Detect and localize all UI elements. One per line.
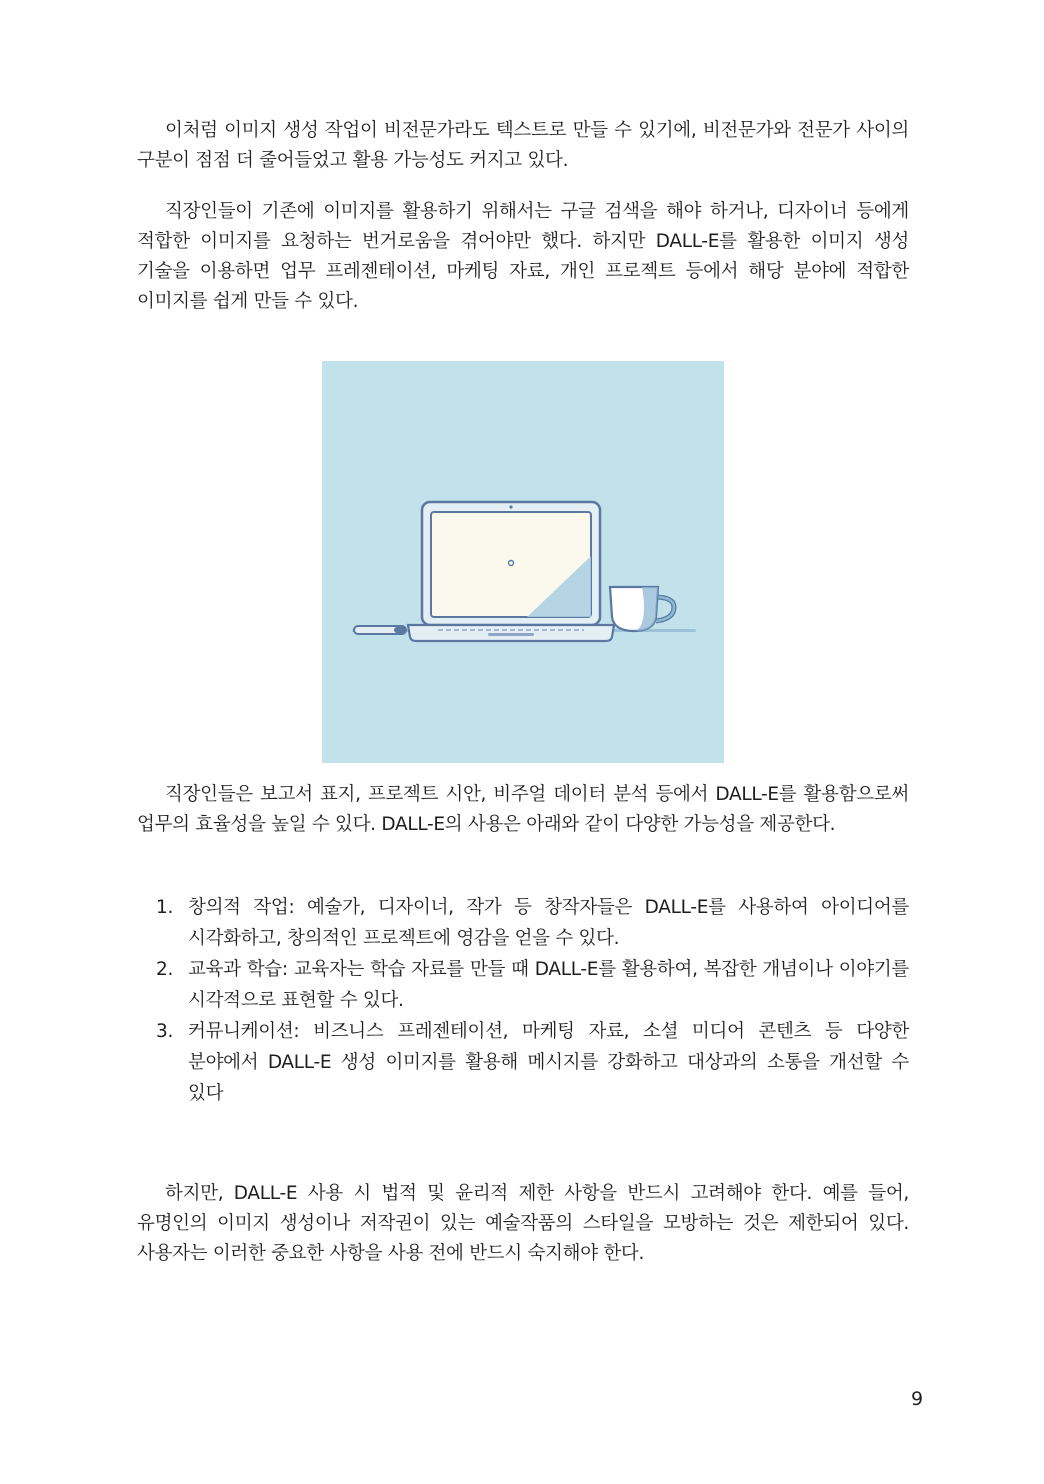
laptop-illustration: [322, 361, 724, 763]
list-item-text: 커뮤니케이션: 비즈니스 프레젠테이션, 마케팅 자료, 소셜 미디어 콘텐츠 등 다양한 분야에서 DALL-E 생성 이미지를 활용해 메시지를 강화하고 대상과의 소통을 개선할 수 있다: [188, 1021, 909, 1104]
list-item: [150, 1016, 909, 1109]
list-item: [150, 954, 909, 1016]
list-item-number: 3.: [156, 1021, 174, 1042]
paragraph-dalle-uses: 직장인들은 보고서 표지, 프로젝트 시안, 비주얼 데이터 분석 등에서 DALL-E를 활용함으로써 업무의 효율성을 높일 수 있다. DALL-E의 사용은 아래와 같이 다양한 가능성을 제공한다.: [137, 784, 909, 835]
list-item-number: 2.: [156, 959, 174, 980]
paragraph-legal-limits: 하지만, DALL-E 사용 시 법적 및 윤리적 제한 사항을 반드시 고려해야 한다. 예를 들어, 유명인의 이미지 생성이나 저작권이 있는 예술작품의 스타일을 모방하는 것은 제한되어 있다. 사용자는 이러한 중요한 사항을 사용 전에 반드시 숙지해야 한다.: [137, 1183, 909, 1264]
paragraph-intro: 이처럼 이미지 생성 작업이 비전문가라도 텍스트로 만들 수 있기에, 비전문가와 전문가 사이의 구분이 점점 더 줄어들었고 활용 가능성도 커지고 있다.: [137, 120, 909, 171]
list-item-text: 교육과 학습: 교육자는 학습 자료를 만들 때 DALL-E를 활용하여, 복잡한 개념이나 이야기를 시각적으로 표현할 수 있다.: [188, 959, 909, 1011]
numbered-list: [150, 892, 909, 1109]
coffee-mug-icon: [610, 587, 674, 631]
list-item-text: 창의적 작업: 예술가, 디자이너, 작가 등 창작자들은 DALL-E를 사용하여 아이디어를 시각화하고, 창의적인 프로젝트에 영감을 얻을 수 있다.: [188, 897, 909, 949]
list-item: [150, 892, 909, 954]
list-item-number: 1.: [156, 897, 174, 918]
pen-icon: [354, 626, 406, 634]
paragraph-workplace-images: 직장인들이 기존에 이미지를 활용하기 위해서는 구글 검색을 해야 하거나, 디자이너 등에게 적합한 이미지를 요청하는 번거로움을 겪어야만 했다. 하지만 DALL-E를 활용한 이미지 생성 기술을 이용하면 업무 프레젠테이션, 마케팅 자료, 개인 프로젝트 등에서 해당 분야에 적합한 이미지를 쉽게 만들 수 있다.: [137, 201, 909, 312]
laptop-icon: [408, 502, 614, 641]
page-number: 9: [910, 1388, 924, 1410]
